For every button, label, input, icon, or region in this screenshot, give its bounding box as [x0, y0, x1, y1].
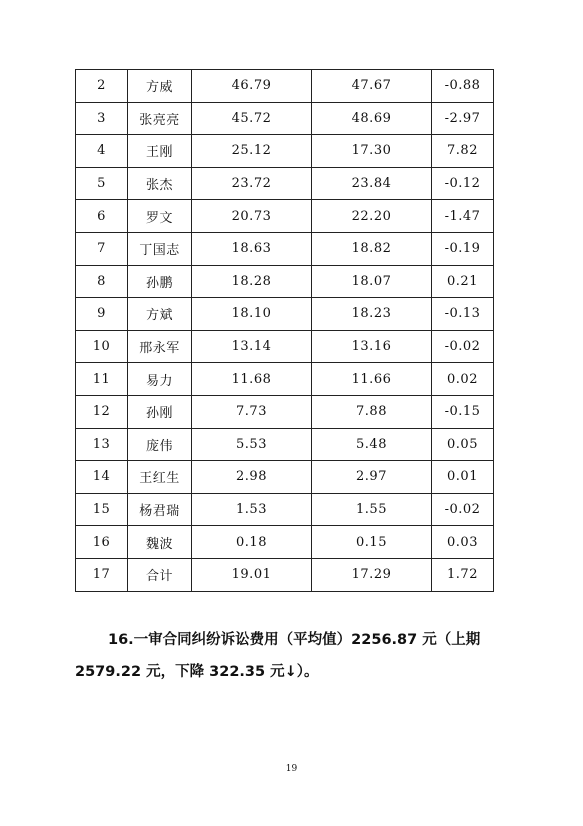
table-row: [76, 493, 494, 526]
row-index-cell: 10: [76, 330, 128, 363]
row-index-cell: 2: [76, 70, 128, 103]
paragraph-line-2: 2579.22 元，下降 322.35 元↓）。: [75, 664, 319, 680]
row-index-cell: 8: [76, 265, 128, 298]
table-row: [76, 461, 494, 494]
change-cell: 0.01: [432, 461, 494, 494]
current-value-cell: 18.10: [192, 298, 312, 331]
table-row: [76, 330, 494, 363]
change-cell: -0.88: [432, 70, 494, 103]
name-cell: 合计: [128, 558, 192, 591]
paragraph-line-1: 16.一审合同纠纷诉讼费用（平均值）2256.87 元（上期: [108, 632, 481, 648]
previous-value-cell: 48.69: [312, 102, 432, 135]
table-row: [76, 558, 494, 591]
previous-value-cell: 1.55: [312, 493, 432, 526]
row-index-cell: 3: [76, 102, 128, 135]
current-value-cell: 5.53: [192, 428, 312, 461]
name-cell: 罗文: [128, 200, 192, 233]
table-row: [76, 395, 494, 428]
name-cell: 丁国志: [128, 232, 192, 265]
current-value-cell: 45.72: [192, 102, 312, 135]
name-cell: 庞伟: [128, 428, 192, 461]
change-cell: 1.72: [432, 558, 494, 591]
row-index-cell: 7: [76, 232, 128, 265]
previous-value-cell: 18.23: [312, 298, 432, 331]
row-index-cell: 14: [76, 461, 128, 494]
name-cell: 王红生: [128, 461, 192, 494]
page-number: 19: [285, 764, 298, 774]
change-cell: -0.02: [432, 493, 494, 526]
table-row: [76, 363, 494, 396]
previous-value-cell: 11.66: [312, 363, 432, 396]
name-cell: 方威: [128, 70, 192, 103]
change-cell: -0.15: [432, 395, 494, 428]
name-cell: 魏波: [128, 526, 192, 559]
current-value-cell: 11.68: [192, 363, 312, 396]
statistics-table: [75, 69, 494, 592]
previous-value-cell: 18.07: [312, 265, 432, 298]
table-row: [76, 526, 494, 559]
row-index-cell: 16: [76, 526, 128, 559]
name-cell: 王刚: [128, 135, 192, 168]
change-cell: 0.02: [432, 363, 494, 396]
table-row: [76, 200, 494, 233]
previous-value-cell: 0.15: [312, 526, 432, 559]
table-row: [76, 135, 494, 168]
current-value-cell: 0.18: [192, 526, 312, 559]
row-index-cell: 15: [76, 493, 128, 526]
previous-value-cell: 17.29: [312, 558, 432, 591]
table-row: [76, 70, 494, 103]
row-index-cell: 13: [76, 428, 128, 461]
previous-value-cell: 2.97: [312, 461, 432, 494]
name-cell: 张杰: [128, 167, 192, 200]
table-row: [76, 265, 494, 298]
name-cell: 杨君瑞: [128, 493, 192, 526]
row-index-cell: 4: [76, 135, 128, 168]
name-cell: 张亮亮: [128, 102, 192, 135]
change-cell: 0.03: [432, 526, 494, 559]
previous-value-cell: 18.82: [312, 232, 432, 265]
row-index-cell: 6: [76, 200, 128, 233]
change-cell: 0.21: [432, 265, 494, 298]
row-index-cell: 12: [76, 395, 128, 428]
previous-value-cell: 7.88: [312, 395, 432, 428]
row-index-cell: 17: [76, 558, 128, 591]
previous-value-cell: 17.30: [312, 135, 432, 168]
current-value-cell: 1.53: [192, 493, 312, 526]
change-cell: 7.82: [432, 135, 494, 168]
previous-value-cell: 23.84: [312, 167, 432, 200]
current-value-cell: 18.28: [192, 265, 312, 298]
name-cell: 邢永军: [128, 330, 192, 363]
name-cell: 易力: [128, 363, 192, 396]
previous-value-cell: 47.67: [312, 70, 432, 103]
change-cell: -0.13: [432, 298, 494, 331]
current-value-cell: 2.98: [192, 461, 312, 494]
current-value-cell: 18.63: [192, 232, 312, 265]
table-body: [76, 70, 494, 592]
change-cell: -1.47: [432, 200, 494, 233]
current-value-cell: 7.73: [192, 395, 312, 428]
current-value-cell: 19.01: [192, 558, 312, 591]
previous-value-cell: 5.48: [312, 428, 432, 461]
table-row: [76, 167, 494, 200]
change-cell: -0.02: [432, 330, 494, 363]
current-value-cell: 46.79: [192, 70, 312, 103]
change-cell: -0.12: [432, 167, 494, 200]
current-value-cell: 25.12: [192, 135, 312, 168]
current-value-cell: 23.72: [192, 167, 312, 200]
name-cell: 孙刚: [128, 395, 192, 428]
change-cell: -2.97: [432, 102, 494, 135]
table-row: [76, 428, 494, 461]
change-cell: -0.19: [432, 232, 494, 265]
previous-value-cell: 22.20: [312, 200, 432, 233]
table-row: [76, 102, 494, 135]
row-index-cell: 11: [76, 363, 128, 396]
previous-value-cell: 13.16: [312, 330, 432, 363]
change-cell: 0.05: [432, 428, 494, 461]
row-index-cell: 9: [76, 298, 128, 331]
row-index-cell: 5: [76, 167, 128, 200]
table-row: [76, 298, 494, 331]
name-cell: 孙鹏: [128, 265, 192, 298]
name-cell: 方斌: [128, 298, 192, 331]
current-value-cell: 13.14: [192, 330, 312, 363]
current-value-cell: 20.73: [192, 200, 312, 233]
table-row: [76, 232, 494, 265]
